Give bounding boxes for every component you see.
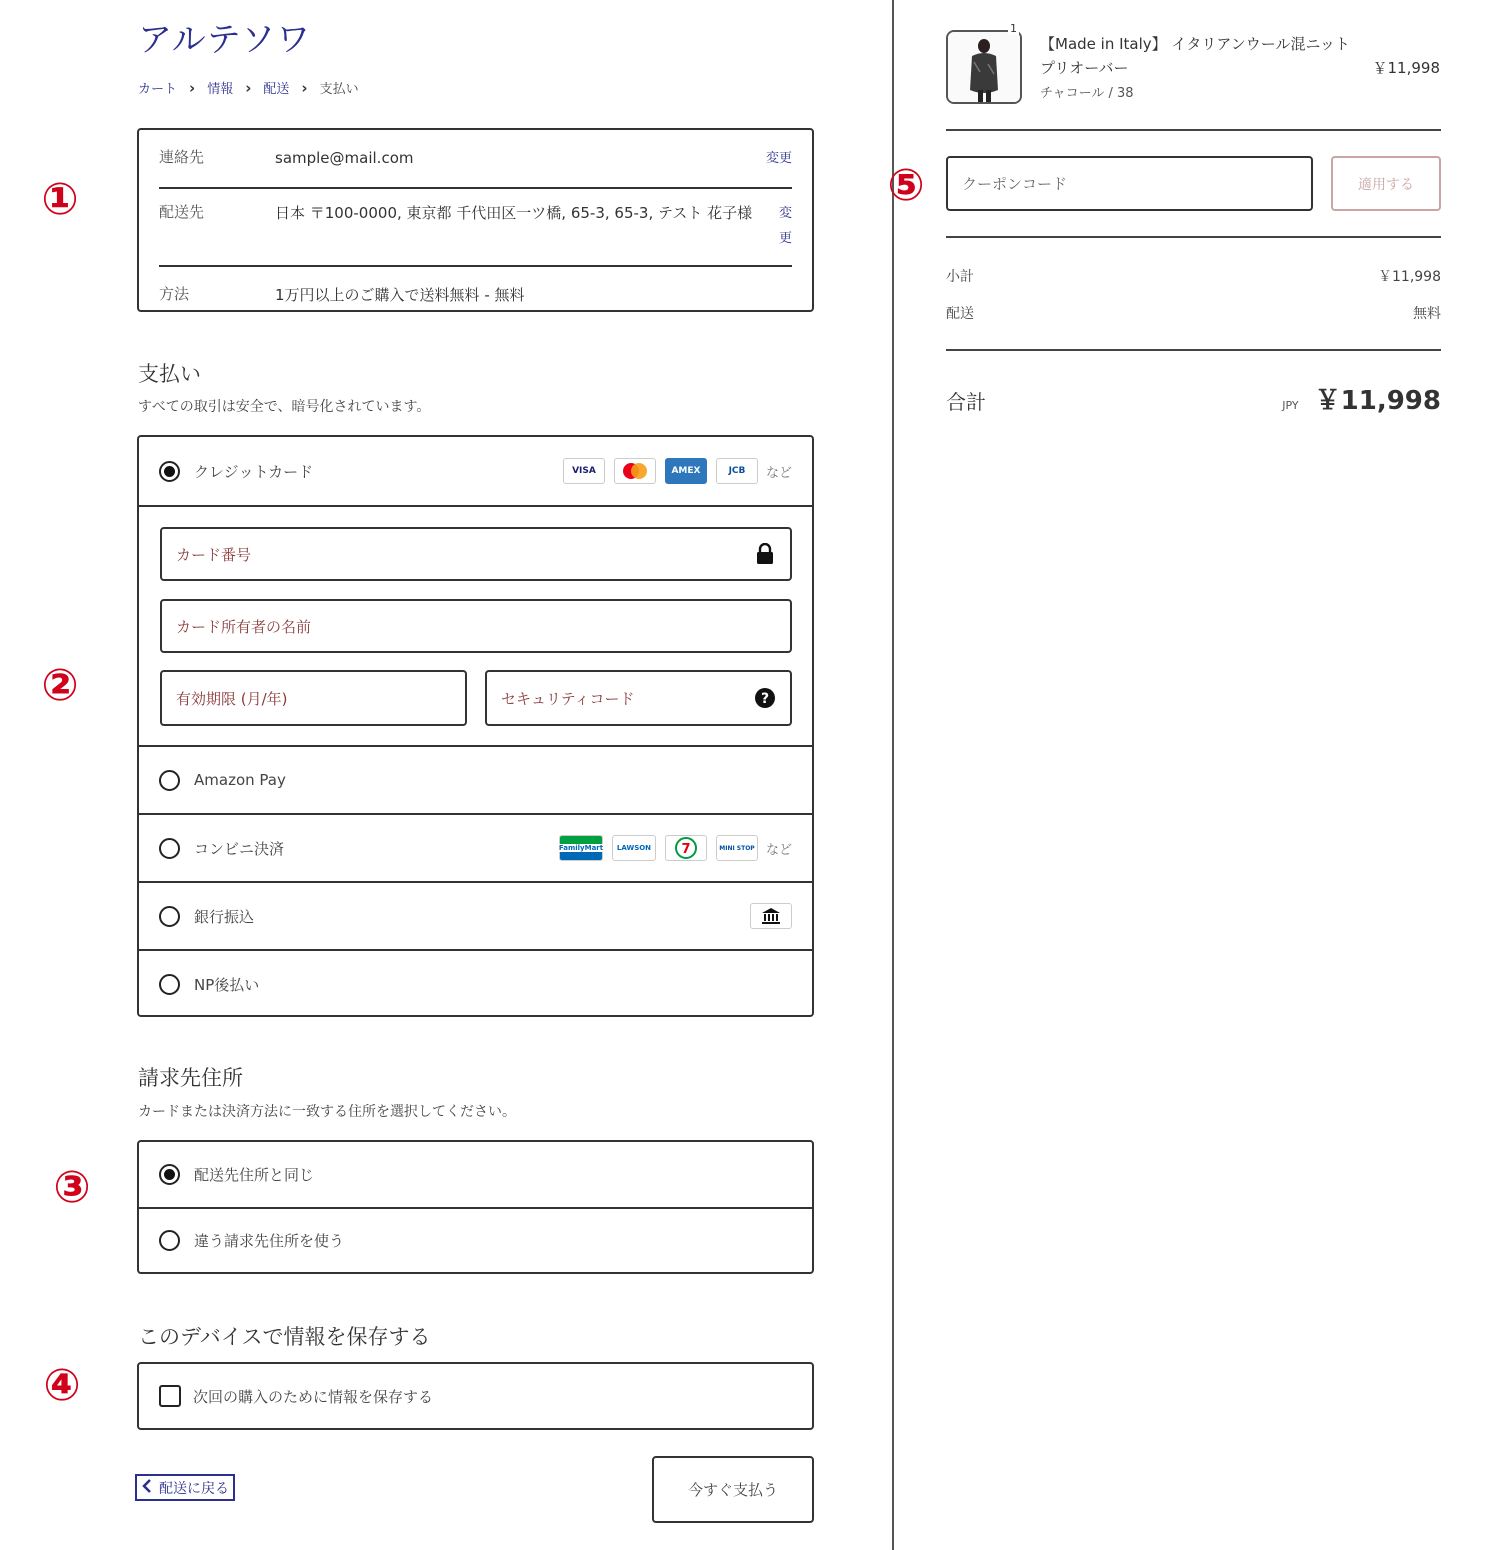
svg-text:?: ? bbox=[760, 691, 770, 707]
pay-now-button[interactable]: 今すぐ支払う bbox=[652, 1456, 814, 1523]
familymart-logo-icon: FamilyMart bbox=[559, 835, 603, 861]
billing-address-box bbox=[137, 1140, 814, 1274]
more-methods-text: など bbox=[765, 465, 792, 481]
chevron-left-icon bbox=[141, 1478, 153, 1498]
subtotal-label: 小計 bbox=[946, 269, 974, 285]
radio-unselected[interactable] bbox=[159, 770, 180, 791]
column-divider bbox=[892, 0, 894, 1550]
summary-divider bbox=[946, 129, 1441, 131]
total-row bbox=[946, 380, 1441, 417]
billing-subtitle: カードまたは決済方法に一致する住所を選択してください。 bbox=[138, 1104, 516, 1120]
total-currency: JPY bbox=[1282, 399, 1299, 412]
credit-card-form bbox=[139, 507, 812, 747]
subtotal-value: ￥11,998 bbox=[1378, 269, 1441, 285]
radio-unselected[interactable] bbox=[159, 838, 180, 859]
shipping-value: 無料 bbox=[1413, 306, 1441, 322]
review-label: 連絡先 bbox=[159, 148, 205, 166]
summary-divider bbox=[946, 349, 1441, 351]
change-link[interactable]: 変更 bbox=[778, 206, 792, 246]
payment-title: 支払い bbox=[138, 362, 201, 386]
total-value: ￥11,998 bbox=[1314, 386, 1441, 416]
annotation-marker-4: ④ bbox=[43, 1360, 81, 1411]
review-value: sample@mail.com bbox=[275, 149, 414, 167]
chevron-right-icon: › bbox=[245, 78, 252, 97]
expiry-placeholder: 有効期限 (月/年) bbox=[176, 689, 288, 708]
breadcrumb-info[interactable]: 情報 bbox=[207, 82, 234, 97]
back-link-label: 配送に戻る bbox=[159, 1480, 229, 1497]
more-methods-text: など bbox=[765, 842, 792, 858]
breadcrumb-cart[interactable]: カート bbox=[138, 82, 178, 97]
breadcrumb-shipping[interactable]: 配送 bbox=[263, 82, 290, 97]
breadcrumb-payment: 支払い bbox=[319, 82, 359, 97]
billing-option-label: 配送先住所と同じ bbox=[194, 1166, 315, 1184]
card-name-field[interactable] bbox=[160, 599, 792, 653]
security-code-placeholder: セキュリティコード bbox=[501, 689, 635, 708]
change-link[interactable]: 変更 bbox=[765, 151, 792, 166]
visa-logo-icon: VISA bbox=[563, 458, 605, 484]
radio-unselected[interactable] bbox=[159, 1230, 180, 1251]
help-icon[interactable] bbox=[754, 687, 776, 709]
coupon-placeholder: クーポンコード bbox=[962, 175, 1068, 193]
chevron-right-icon: › bbox=[301, 78, 308, 97]
save-info-checkbox[interactable] bbox=[159, 1385, 181, 1407]
annotation-marker-2: ② bbox=[41, 660, 79, 711]
payment-option-amazon-pay[interactable] bbox=[139, 747, 812, 815]
product-thumbnail bbox=[946, 30, 1022, 104]
subtotal-row bbox=[946, 266, 1441, 286]
review-box bbox=[137, 128, 814, 312]
apply-coupon-button[interactable]: 適用する bbox=[1331, 156, 1441, 211]
card-name-placeholder: カード所有者の名前 bbox=[176, 617, 312, 636]
back-to-shipping-link[interactable] bbox=[135, 1474, 235, 1501]
total-label: 合計 bbox=[946, 390, 986, 414]
save-info-title: このデバイスで情報を保存する bbox=[138, 1325, 431, 1349]
security-code-field[interactable] bbox=[485, 670, 792, 726]
payment-option-label: コンビニ決済 bbox=[194, 839, 285, 858]
billing-option-label: 違う請求先住所を使う bbox=[194, 1232, 345, 1250]
expiry-field[interactable] bbox=[160, 670, 467, 726]
payment-option-label: 銀行振込 bbox=[194, 907, 255, 926]
ministop-logo-icon: MINI STOP bbox=[716, 835, 758, 861]
billing-title: 請求先住所 bbox=[138, 1066, 243, 1090]
card-number-placeholder: カード番号 bbox=[176, 545, 252, 564]
card-number-field[interactable] bbox=[160, 527, 792, 581]
amex-logo-icon: AMEX bbox=[665, 458, 707, 484]
lock-icon bbox=[754, 543, 776, 565]
save-info-box[interactable] bbox=[137, 1362, 814, 1430]
shop-title[interactable]: アルテソワ bbox=[138, 20, 312, 60]
payment-option-np-atobarai[interactable] bbox=[139, 951, 812, 1017]
payment-methods-box bbox=[137, 435, 814, 1017]
billing-option-different[interactable] bbox=[139, 1209, 812, 1272]
svg-text:7: 7 bbox=[681, 842, 691, 857]
payment-option-label: クレジットカード bbox=[194, 462, 314, 481]
payment-option-label: NP後払い bbox=[194, 975, 260, 994]
billing-option-same[interactable] bbox=[139, 1142, 812, 1209]
annotation-marker-1: ① bbox=[41, 174, 79, 225]
chevron-right-icon: › bbox=[189, 78, 196, 97]
summary-divider bbox=[946, 236, 1441, 238]
annotation-marker-3: ③ bbox=[53, 1162, 91, 1213]
product-name: 【Made in Italy】 イタリアンウール混ニットプリオーバー bbox=[1040, 35, 1350, 77]
lawson-logo-icon: LAWSON bbox=[612, 835, 656, 861]
review-label: 配送先 bbox=[159, 203, 205, 221]
radio-selected[interactable] bbox=[159, 461, 180, 482]
payment-option-konbini[interactable] bbox=[139, 815, 812, 883]
coupon-input[interactable] bbox=[946, 156, 1313, 211]
annotation-marker-5: ⑤ bbox=[887, 160, 925, 211]
breadcrumb bbox=[138, 78, 359, 97]
review-row-method bbox=[159, 267, 792, 324]
radio-unselected[interactable] bbox=[159, 906, 180, 927]
shipping-label: 配送 bbox=[946, 306, 974, 322]
review-row-contact bbox=[159, 130, 792, 189]
jcb-logo-icon: JCB bbox=[716, 458, 758, 484]
payment-option-label: Amazon Pay bbox=[194, 771, 286, 789]
seven-eleven-logo-icon bbox=[665, 835, 707, 861]
review-row-shipto bbox=[159, 189, 792, 267]
product-quantity-badge: 1 bbox=[1010, 22, 1017, 35]
radio-unselected[interactable] bbox=[159, 974, 180, 995]
mastercard-logo-icon bbox=[614, 458, 656, 484]
review-value: 1万円以上のご購入で送料無料 - 無料 bbox=[275, 286, 525, 304]
product-price: ￥11,998 bbox=[1372, 59, 1440, 77]
review-label: 方法 bbox=[159, 285, 190, 303]
review-value: 日本 〒100-0000, 東京都 千代田区一ツ橋, 65-3, 65-3, テスト 花子様 bbox=[275, 204, 753, 222]
shipping-row bbox=[946, 303, 1441, 323]
save-info-label: 次回の購入のために情報を保存する bbox=[193, 1387, 434, 1406]
payment-subtitle: すべての取引は安全で、暗号化されています。 bbox=[138, 399, 431, 415]
radio-selected[interactable] bbox=[159, 1164, 180, 1185]
product-variant: チャコール / 38 bbox=[1040, 86, 1134, 101]
payment-option-bank-transfer[interactable] bbox=[139, 883, 812, 951]
payment-option-credit-card[interactable] bbox=[139, 437, 812, 507]
bank-icon bbox=[750, 903, 792, 929]
